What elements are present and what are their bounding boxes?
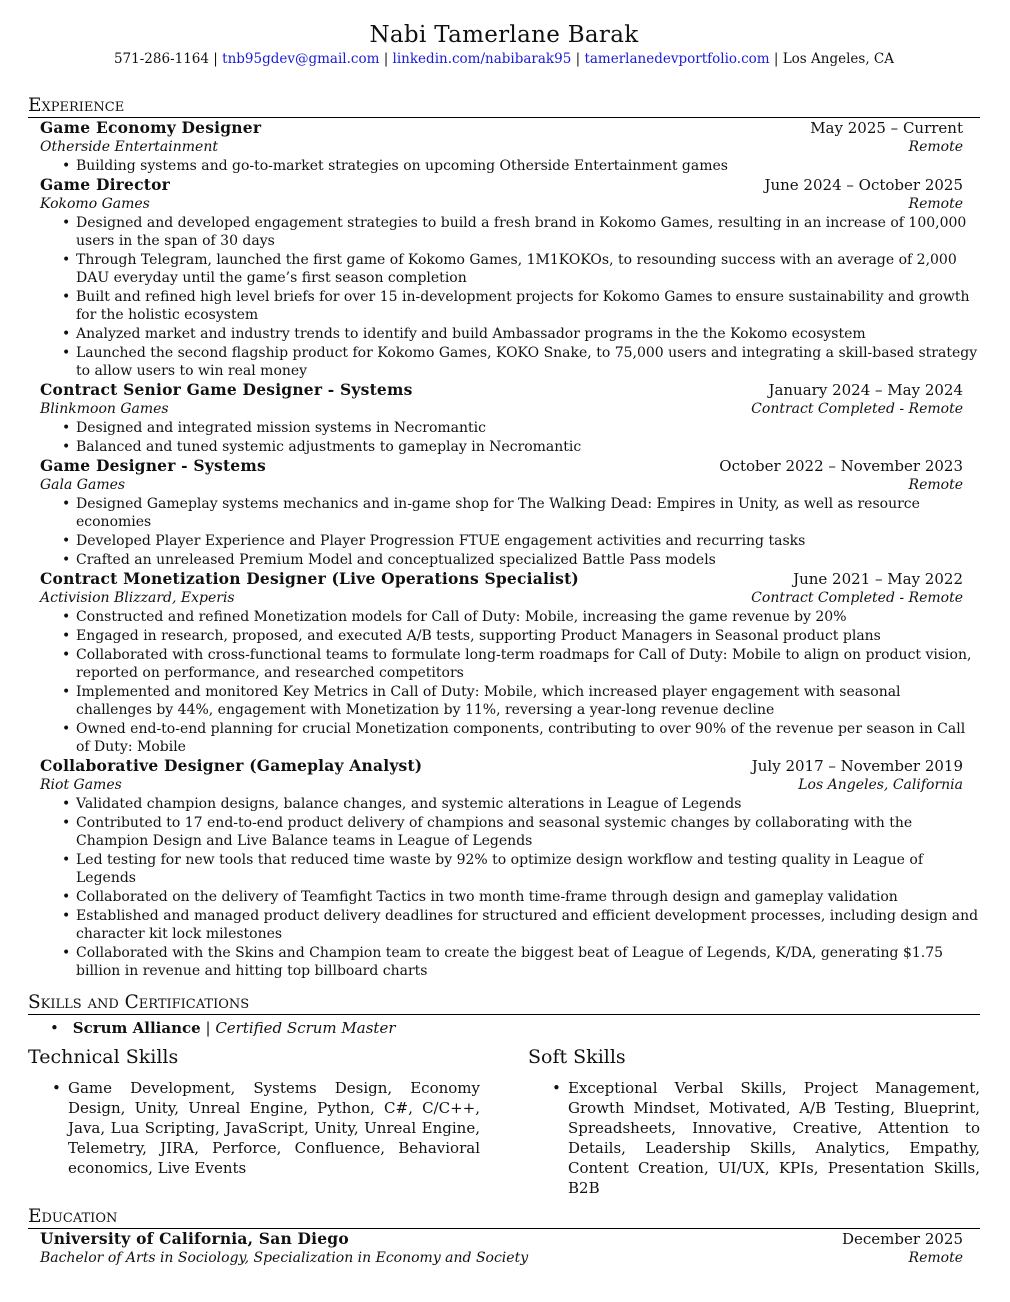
education-entry: [28, 1229, 980, 1267]
contact-line: [28, 50, 980, 68]
soft-skills-list: • Exceptional Verbal Skills, Project Management, Growth Mindset, Motivated, A/B Testing, Blueprint, Spreadsheets, Innovative, Creative, Attention to Details, Leadership Skills, Analytics, Empathy, Content Creation, UI/UX, KPIs, Presentation Skills, B2B: [528, 1078, 980, 1198]
contact-separator: |: [575, 51, 581, 67]
job-title: Contract Monetization Designer (Live Operations Specialist): [40, 569, 579, 588]
job-entry: [28, 756, 980, 980]
job-bullets: [40, 794, 979, 980]
job-location: Contract Completed - Remote: [751, 590, 963, 606]
job-bullet: • Building systems and go-to-market strategies on upcoming Otherside Entertainment games: [40, 156, 980, 175]
job-dates: June 2024 – October 2025: [764, 176, 963, 194]
job-entry: [28, 569, 980, 756]
company-name: Gala Games: [40, 477, 126, 493]
job-bullet: • Contributed to 17 end-to-end product delivery of champions and seasonal systemic changes by collaborating with the Champion Design and Live Balance teams in League of Legends: [40, 813, 980, 850]
job-bullet: • Implemented and monitored Key Metrics in Call of Duty: Mobile, which increased player engagement with seasonal challenges by 44%, engagement with Monetization by 11%, reversing a year-long revenue decline: [40, 682, 980, 719]
job-bullet: • Built and refined high level briefs for over 15 in-development projects for Kokomo Games to ensure sustainability and growth for the holistic ecosystem: [40, 287, 980, 324]
job-bullet: • Owned end-to-end planning for crucial Monetization components, contributing to over 90% of the revenue per season in Call of Duty: Mobile: [40, 719, 980, 756]
degree-name: Bachelor of Arts in Sociology, Specialization in Economy and Society: [40, 1250, 529, 1266]
education-location: Remote: [908, 1250, 963, 1266]
resume-page: [28, 20, 980, 1267]
job-bullet: • Collaborated on the delivery of Teamfight Tactics in two month time-frame through design and gameplay validation: [40, 887, 980, 906]
job-location: Contract Completed - Remote: [751, 401, 963, 417]
cert-name: Certified Scrum Master: [215, 1019, 396, 1037]
job-entry: [28, 118, 980, 175]
technical-skills-list: • Game Development, Systems Design, Economy Design, Unity, Unreal Engine, Python, C#, C/C++, Java, Lua Scripting, JavaScript, Unity, Unreal Engine, Telemetry, JIRA, Perforce, Confluence, Behavioral economics, Live Events: [28, 1078, 480, 1178]
cert-organization: Scrum Alliance: [72, 1019, 201, 1037]
contact-separator: |: [773, 51, 779, 67]
job-bullet: • Collaborated with the Skins and Champion team to create the biggest beat of League of Legends, K/DA, generating $1.75 billion in revenue and hitting top billboard charts: [40, 943, 980, 980]
job-location: Los Angeles, California: [798, 777, 963, 793]
job-bullet: • Constructed and refined Monetization models for Call of Duty: Mobile, increasing the game revenue by 20%: [40, 607, 980, 626]
job-bullet: • Designed and developed engagement strategies to build a fresh brand in Kokomo Games, resulting in an increase of 100,000 users in the span of 30 days: [40, 213, 980, 250]
job-dates: June 2021 – May 2022: [793, 570, 963, 588]
education-dates: December 2025: [842, 1230, 963, 1248]
job-bullet: • Engaged in research, proposed, and executed A/B tests, supporting Product Managers in Seasonal product plans: [40, 626, 980, 645]
company-name: Kokomo Games: [40, 196, 150, 212]
job-dates: October 2022 – November 2023: [719, 457, 963, 475]
phone-number: 571-286-1164: [113, 51, 209, 67]
technical-skills-column: [28, 1046, 480, 1198]
job-bullets: [40, 494, 963, 569]
job-title: Game Director: [40, 175, 170, 194]
job-bullets: [40, 418, 963, 456]
job-bullets: [40, 156, 963, 175]
job-location: Remote: [908, 196, 963, 212]
experience-heading: Experience: [28, 95, 980, 118]
skills-columns: [28, 1046, 980, 1198]
job-bullet: • Established and managed product delivery deadlines for structured and efficient development processes, including design and character kit lock milestones: [40, 906, 980, 943]
job-bullet: • Balanced and tuned systemic adjustments to gameplay in Necromantic: [40, 437, 980, 456]
job-title: Collaborative Designer (Gameplay Analyst): [40, 756, 423, 775]
job-title: Game Designer - Systems: [40, 456, 266, 475]
job-dates: July 2017 – November 2019: [751, 757, 963, 775]
job-bullet: • Designed Gameplay systems mechanics and in-game shop for The Walking Dead: Empires in Unity, as well as resource economies: [40, 494, 980, 531]
job-entry: [28, 380, 980, 456]
experience-list: [28, 118, 980, 980]
company-name: Activision Blizzard, Experis: [40, 590, 235, 606]
job-bullet: • Designed and integrated mission systems in Necromantic: [40, 418, 980, 437]
soft-skills-column: [528, 1046, 980, 1198]
linkedin-link[interactable]: linkedin.com/nabibarak95: [392, 51, 572, 67]
job-bullet: • Through Telegram, launched the first game of Kokomo Games, 1M1KOKOs, to resounding success with an average of 2,000 DAU everyday until the game’s first season completion: [40, 250, 980, 287]
job-bullets: [40, 607, 972, 756]
skills-heading: Skills and Certifications: [28, 992, 980, 1015]
location-text: Los Angeles, CA: [782, 51, 895, 67]
school-name: University of California, San Diego: [40, 1229, 349, 1248]
candidate-name: Nabi Tamerlane Barak: [369, 22, 639, 48]
job-bullet: • Validated champion designs, balance changes, and systemic alterations in League of Legends: [40, 794, 980, 813]
job-bullet: • Launched the second flagship product for Kokomo Games, KOKO Snake, to 75,000 users and integrating a skill-based strategy to allow users to win real money: [40, 343, 980, 380]
job-bullet: • Led testing for new tools that reduced time waste by 92% to optimize design workflow and testing quality in League of Legends: [40, 850, 980, 887]
education-heading: Education: [28, 1206, 980, 1229]
cert-separator: |: [205, 1019, 211, 1037]
job-bullets: [40, 213, 978, 380]
job-title: Game Economy Designer: [40, 118, 262, 137]
job-bullet: • Crafted an unreleased Premium Model and conceptualized specialized Battle Pass models: [40, 550, 980, 569]
contact-separator: |: [383, 51, 389, 67]
certification-item: [28, 1018, 980, 1038]
job-bullet: • Developed Player Experience and Player Progression FTUE engagement activities and recurring tasks: [40, 531, 980, 550]
job-title: Contract Senior Game Designer - Systems: [40, 380, 413, 399]
job-entry: [28, 175, 980, 380]
portfolio-link[interactable]: tamerlanedevportfolio.com: [584, 51, 770, 67]
company-name: Otherside Entertainment: [40, 139, 218, 155]
company-name: Blinkmoon Games: [40, 401, 169, 417]
job-entry: [28, 456, 980, 569]
soft-skills-title: Soft Skills: [528, 1046, 626, 1068]
job-dates: May 2025 – Current: [810, 119, 963, 137]
job-location: Remote: [908, 139, 963, 155]
email-link[interactable]: tnb95gdev@gmail.com: [222, 51, 380, 67]
job-location: Remote: [908, 477, 963, 493]
contact-separator: |: [213, 51, 218, 67]
job-dates: January 2024 – May 2024: [768, 381, 963, 399]
technical-skills-title: Technical Skills: [28, 1046, 179, 1068]
job-bullet: • Collaborated with cross-functional teams to formulate long-term roadmaps for Call of Duty: Mobile to align on product vision, reported on performance, and researched competitors: [40, 645, 980, 682]
job-bullet: • Analyzed market and industry trends to identify and build Ambassador programs in the the Kokomo ecosystem: [40, 324, 980, 343]
bullet-icon: •: [50, 1019, 59, 1037]
company-name: Riot Games: [40, 777, 122, 793]
